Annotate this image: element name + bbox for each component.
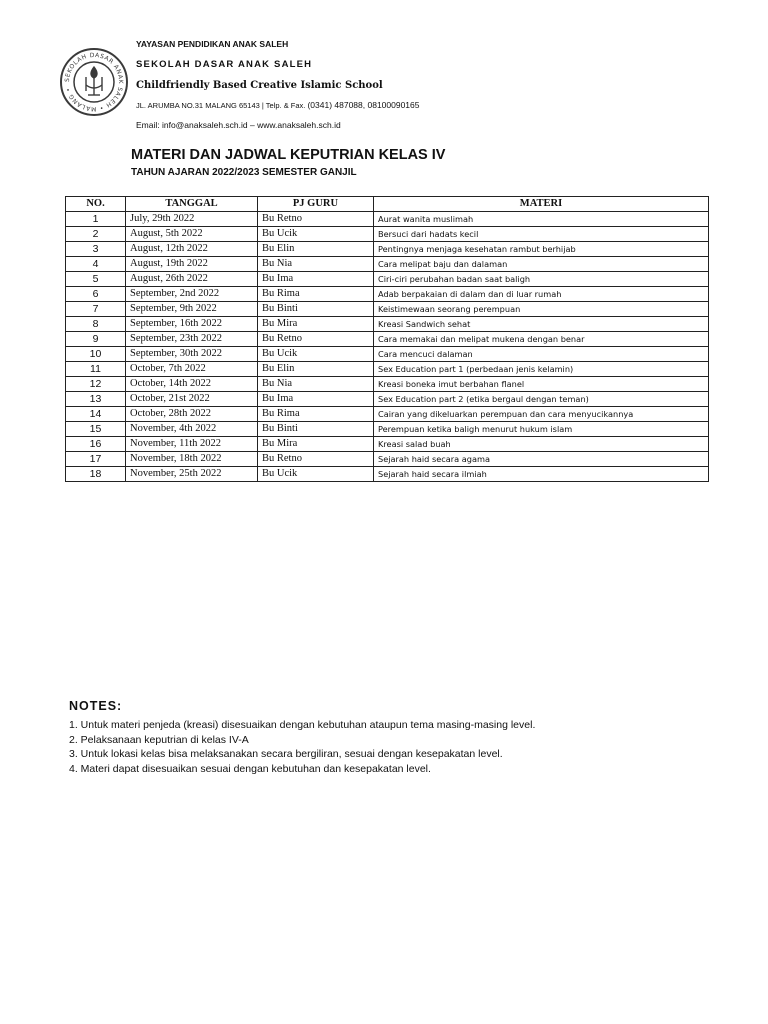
header-date: TANGGAL <box>126 197 258 212</box>
table-row <box>66 392 709 407</box>
cell-topic: Cara mencuci dalaman <box>374 347 709 362</box>
note-item: 1. Untuk materi penjeda (kreasi) disesuaikan dengan kebutuhan ataupun tema masing-masing level. <box>69 719 536 731</box>
cell-date: October, 28th 2022 <box>126 407 258 422</box>
table-row <box>66 437 709 452</box>
cell-teacher: Bu Ucik <box>258 347 374 362</box>
cell-no: 7 <box>66 302 126 317</box>
table-row <box>66 407 709 422</box>
cell-teacher: Bu Ima <box>258 272 374 287</box>
cell-teacher: Bu Mira <box>258 437 374 452</box>
cell-date: October, 21st 2022 <box>126 392 258 407</box>
cell-date: September, 30th 2022 <box>126 347 258 362</box>
cell-no: 5 <box>66 272 126 287</box>
cell-topic: Sex Education part 2 (etika bergaul dengan teman) <box>374 392 709 407</box>
cell-no: 17 <box>66 452 126 467</box>
cell-date: July, 29th 2022 <box>126 212 258 227</box>
cell-topic: Cairan yang dikeluarkan perempuan dan cara menyucikannya <box>374 407 709 422</box>
table-row <box>66 302 709 317</box>
note-item: 3. Untuk lokasi kelas bisa melaksanakan secara bergiliran, sesuai dengan kesepakatan level. <box>69 748 503 760</box>
cell-teacher: Bu Retno <box>258 452 374 467</box>
cell-date: September, 23th 2022 <box>126 332 258 347</box>
cell-date: October, 7th 2022 <box>126 362 258 377</box>
table-body <box>66 212 709 482</box>
cell-date: November, 18th 2022 <box>126 452 258 467</box>
cell-topic: Cara melipat baju dan dalaman <box>374 257 709 272</box>
address-text: JL. ARUMBA NO.31 MALANG 65143 | Telp. & Fax. <box>136 101 308 110</box>
cell-date: November, 4th 2022 <box>126 422 258 437</box>
cell-no: 4 <box>66 257 126 272</box>
note-item: 2. Pelaksanaan keputrian di kelas IV-A <box>69 733 249 746</box>
cell-topic: Kreasi boneka imut berbahan flanel <box>374 377 709 392</box>
header-no: NO. <box>66 197 126 212</box>
school-name: SEKOLAH DASAR ANAK SALEH <box>136 59 313 70</box>
cell-teacher: Bu Ima <box>258 392 374 407</box>
cell-topic: Keistimewaan seorang perempuan <box>374 302 709 317</box>
table-row <box>66 272 709 287</box>
cell-no: 6 <box>66 287 126 302</box>
cell-no: 13 <box>66 392 126 407</box>
cell-topic: Sex Education part 1 (perbedaan jenis kelamin) <box>374 362 709 377</box>
cell-teacher: Bu Binti <box>258 302 374 317</box>
cell-date: October, 14th 2022 <box>126 377 258 392</box>
lamp-icon <box>86 67 102 95</box>
notes-section <box>69 699 729 776</box>
cell-topic: Perempuan ketika baligh menurut hukum islam <box>374 422 709 437</box>
cell-topic: Bersuci dari hadats kecil <box>374 227 709 242</box>
cell-no: 12 <box>66 377 126 392</box>
cell-teacher: Bu Rima <box>258 287 374 302</box>
cell-teacher: Bu Elin <box>258 362 374 377</box>
cell-no: 3 <box>66 242 126 257</box>
schedule-table <box>65 196 709 482</box>
cell-topic: Sejarah haid secara agama <box>374 452 709 467</box>
cell-teacher: Bu Retno <box>258 212 374 227</box>
table-row <box>66 362 709 377</box>
note-item: 4. Materi dapat disesuaikan sesuai dengan kebutuhan dan kesepakatan level. <box>69 762 431 775</box>
table-row <box>66 242 709 257</box>
cell-teacher: Bu Ucik <box>258 227 374 242</box>
cell-date: August, 26th 2022 <box>126 272 258 287</box>
cell-topic: Sejarah haid secara ilmiah <box>374 467 709 482</box>
table-row <box>66 287 709 302</box>
cell-no: 18 <box>66 467 126 482</box>
cell-teacher: Bu Binti <box>258 422 374 437</box>
cell-no: 10 <box>66 347 126 362</box>
table-row <box>66 467 709 482</box>
cell-teacher: Bu Retno <box>258 332 374 347</box>
cell-date: November, 11th 2022 <box>126 437 258 452</box>
document-title: MATERI DAN JADWAL KEPUTRIAN KELAS IV <box>131 147 446 163</box>
cell-teacher: Bu Ucik <box>258 467 374 482</box>
phone-number: (0341) 487088, 08100090165 <box>307 100 420 110</box>
cell-no: 9 <box>66 332 126 347</box>
foundation-name: YAYASAN PENDIDIKAN ANAK SALEH <box>136 39 289 49</box>
table-row <box>66 212 709 227</box>
cell-topic: Cara memakai dan melipat mukena dengan benar <box>374 332 709 347</box>
school-address <box>136 100 420 110</box>
cell-no: 16 <box>66 437 126 452</box>
cell-teacher: Bu Rima <box>258 407 374 422</box>
document-subtitle: TAHUN AJARAN 2022/2023 SEMESTER GANJIL <box>131 167 357 178</box>
cell-topic: Aurat wanita muslimah <box>374 212 709 227</box>
table-row <box>66 377 709 392</box>
school-tagline: Childfriendly Based Creative Islamic School <box>136 80 383 91</box>
header-topic: MATERI <box>374 197 709 212</box>
table-row <box>66 347 709 362</box>
school-logo-seal <box>59 47 129 117</box>
cell-date: August, 5th 2022 <box>126 227 258 242</box>
cell-no: 11 <box>66 362 126 377</box>
cell-topic: Kreasi Sandwich sehat <box>374 317 709 332</box>
cell-date: September, 9th 2022 <box>126 302 258 317</box>
cell-no: 1 <box>66 212 126 227</box>
school-email-website: Email: info@anaksaleh.sch.id – www.anaksaleh.sch.id <box>136 120 341 130</box>
table-row <box>66 227 709 242</box>
table-row <box>66 332 709 347</box>
cell-date: November, 25th 2022 <box>126 467 258 482</box>
table-row <box>66 317 709 332</box>
cell-teacher: Bu Elin <box>258 242 374 257</box>
cell-teacher: Bu Nia <box>258 377 374 392</box>
cell-no: 15 <box>66 422 126 437</box>
cell-no: 8 <box>66 317 126 332</box>
cell-date: September, 16th 2022 <box>126 317 258 332</box>
table-row <box>66 452 709 467</box>
cell-topic: Pentingnya menjaga kesehatan rambut berhijab <box>374 242 709 257</box>
cell-teacher: Bu Mira <box>258 317 374 332</box>
cell-date: August, 19th 2022 <box>126 257 258 272</box>
cell-no: 14 <box>66 407 126 422</box>
cell-teacher: Bu Nia <box>258 257 374 272</box>
cell-topic: Kreasi salad buah <box>374 437 709 452</box>
cell-topic: Ciri-ciri perubahan badan saat baligh <box>374 272 709 287</box>
table-row <box>66 257 709 272</box>
header-teacher: PJ GURU <box>258 197 374 212</box>
svg-text:SEKOLAH DASAR ANAK SALEH • MAL: SEKOLAH DASAR ANAK SALEH • MALANG • <box>63 51 125 113</box>
cell-date: September, 2nd 2022 <box>126 287 258 302</box>
table-header-row <box>66 197 709 212</box>
cell-date: August, 12th 2022 <box>126 242 258 257</box>
cell-topic: Adab berpakaian di dalam dan di luar rumah <box>374 287 709 302</box>
notes-title: NOTES: <box>69 699 123 713</box>
table-row <box>66 422 709 437</box>
cell-no: 2 <box>66 227 126 242</box>
